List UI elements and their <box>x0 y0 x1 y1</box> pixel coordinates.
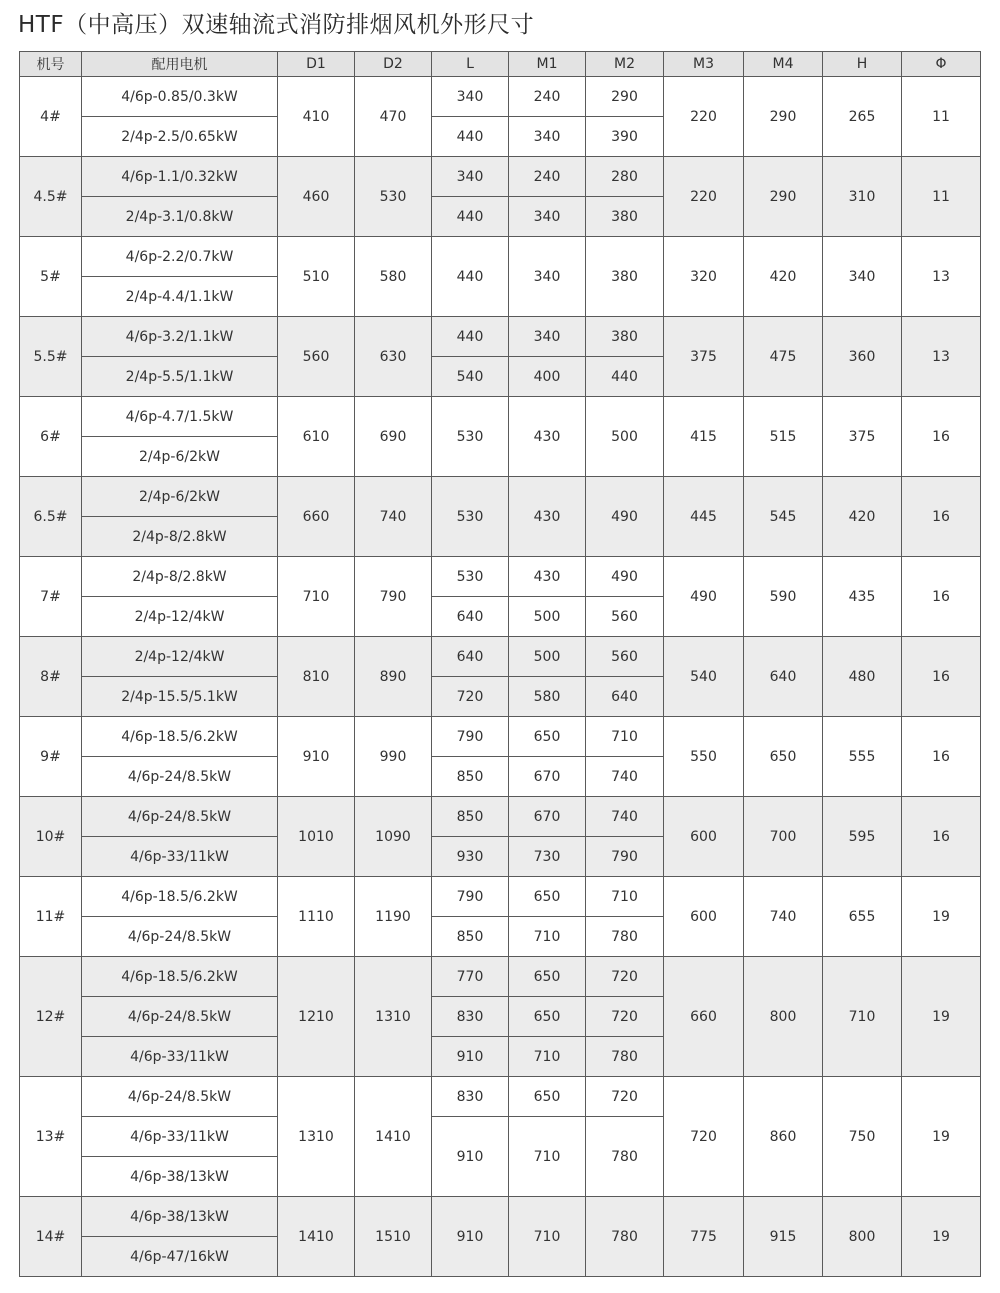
m1-cell: 400 <box>509 357 586 397</box>
m2-cell: 640 <box>586 677 664 717</box>
motor-cell: 4/6p-24/8.5kW <box>82 1077 278 1117</box>
m1-cell: 710 <box>509 1117 586 1197</box>
m4-cell: 515 <box>744 397 823 477</box>
phi-cell: 19 <box>902 1197 981 1277</box>
h-cell: 360 <box>823 317 902 397</box>
model-number-cell: 13# <box>20 1077 82 1197</box>
d1-cell: 410 <box>278 77 355 157</box>
m4-cell: 860 <box>744 1077 823 1197</box>
m3-cell: 550 <box>664 717 744 797</box>
motor-cell: 4/6p-24/8.5kW <box>82 917 278 957</box>
m4-cell: 650 <box>744 717 823 797</box>
m1-cell: 340 <box>509 317 586 357</box>
m4-cell: 290 <box>744 157 823 237</box>
d2-cell: 630 <box>355 317 432 397</box>
m4-cell: 740 <box>744 877 823 957</box>
h-cell: 435 <box>823 557 902 637</box>
column-header: 配用电机 <box>82 52 278 77</box>
m1-cell: 500 <box>509 597 586 637</box>
m4-cell: 915 <box>744 1197 823 1277</box>
model-number-cell: 4# <box>20 77 82 157</box>
h-cell: 340 <box>823 237 902 317</box>
h-cell: 750 <box>823 1077 902 1197</box>
model-number-cell: 12# <box>20 957 82 1077</box>
h-cell: 310 <box>823 157 902 237</box>
m3-cell: 375 <box>664 317 744 397</box>
motor-cell: 4/6p-18.5/6.2kW <box>82 717 278 757</box>
d2-cell: 1510 <box>355 1197 432 1277</box>
model-number-cell: 14# <box>20 1197 82 1277</box>
table-row <box>20 237 981 277</box>
d1-cell: 1110 <box>278 877 355 957</box>
h-cell: 710 <box>823 957 902 1077</box>
motor-cell: 4/6p-2.2/0.7kW <box>82 237 278 277</box>
m2-cell: 560 <box>586 597 664 637</box>
d2-cell: 580 <box>355 237 432 317</box>
m2-cell: 440 <box>586 357 664 397</box>
table-row <box>20 557 981 597</box>
l-cell: 530 <box>432 557 509 597</box>
m2-cell: 720 <box>586 997 664 1037</box>
m1-cell: 430 <box>509 557 586 597</box>
m4-cell: 800 <box>744 957 823 1077</box>
m2-cell: 780 <box>586 1037 664 1077</box>
motor-cell: 4/6p-4.7/1.5kW <box>82 397 278 437</box>
m1-cell: 730 <box>509 837 586 877</box>
column-header: D2 <box>355 52 432 77</box>
d1-cell: 510 <box>278 237 355 317</box>
d2-cell: 740 <box>355 477 432 557</box>
m4-cell: 545 <box>744 477 823 557</box>
l-cell: 910 <box>432 1117 509 1197</box>
d1-cell: 660 <box>278 477 355 557</box>
m1-cell: 650 <box>509 877 586 917</box>
table-row <box>20 317 981 357</box>
m4-cell: 700 <box>744 797 823 877</box>
l-cell: 790 <box>432 717 509 757</box>
d1-cell: 810 <box>278 637 355 717</box>
m2-cell: 710 <box>586 877 664 917</box>
l-cell: 340 <box>432 77 509 117</box>
table-row <box>20 1077 981 1117</box>
phi-cell: 16 <box>902 397 981 477</box>
l-cell: 850 <box>432 797 509 837</box>
model-number-cell: 5.5# <box>20 317 82 397</box>
m3-cell: 320 <box>664 237 744 317</box>
motor-cell: 2/4p-2.5/0.65kW <box>82 117 278 157</box>
motor-cell: 4/6p-24/8.5kW <box>82 757 278 797</box>
model-number-cell: 6# <box>20 397 82 477</box>
m1-cell: 650 <box>509 717 586 757</box>
m4-cell: 420 <box>744 237 823 317</box>
l-cell: 910 <box>432 1197 509 1277</box>
table-row <box>20 637 981 677</box>
phi-cell: 13 <box>902 317 981 397</box>
model-number-cell: 8# <box>20 637 82 717</box>
phi-cell: 16 <box>902 477 981 557</box>
phi-cell: 11 <box>902 77 981 157</box>
phi-cell: 16 <box>902 717 981 797</box>
l-cell: 830 <box>432 1077 509 1117</box>
fan-dimension-table <box>19 51 981 1277</box>
h-cell: 265 <box>823 77 902 157</box>
m3-cell: 415 <box>664 397 744 477</box>
d2-cell: 1410 <box>355 1077 432 1197</box>
m1-cell: 340 <box>509 117 586 157</box>
l-cell: 530 <box>432 477 509 557</box>
d1-cell: 1210 <box>278 957 355 1077</box>
m2-cell: 380 <box>586 197 664 237</box>
h-cell: 655 <box>823 877 902 957</box>
motor-cell: 2/4p-12/4kW <box>82 637 278 677</box>
m2-cell: 720 <box>586 1077 664 1117</box>
l-cell: 440 <box>432 237 509 317</box>
motor-cell: 2/4p-8/2.8kW <box>82 557 278 597</box>
model-number-cell: 10# <box>20 797 82 877</box>
m2-cell: 380 <box>586 317 664 357</box>
h-cell: 375 <box>823 397 902 477</box>
l-cell: 930 <box>432 837 509 877</box>
m1-cell: 650 <box>509 1077 586 1117</box>
h-cell: 555 <box>823 717 902 797</box>
m1-cell: 670 <box>509 757 586 797</box>
m1-cell: 340 <box>509 197 586 237</box>
h-cell: 480 <box>823 637 902 717</box>
table-row <box>20 397 981 437</box>
motor-cell: 4/6p-47/16kW <box>82 1237 278 1277</box>
model-number-cell: 6.5# <box>20 477 82 557</box>
m1-cell: 240 <box>509 157 586 197</box>
m3-cell: 540 <box>664 637 744 717</box>
d2-cell: 790 <box>355 557 432 637</box>
table-row <box>20 1197 981 1237</box>
m1-cell: 430 <box>509 397 586 477</box>
motor-cell: 2/4p-8/2.8kW <box>82 517 278 557</box>
phi-cell: 16 <box>902 557 981 637</box>
d2-cell: 1190 <box>355 877 432 957</box>
motor-cell: 4/6p-33/11kW <box>82 837 278 877</box>
m2-cell: 560 <box>586 637 664 677</box>
table-row <box>20 957 981 997</box>
h-cell: 595 <box>823 797 902 877</box>
phi-cell: 11 <box>902 157 981 237</box>
phi-cell: 19 <box>902 957 981 1077</box>
m2-cell: 780 <box>586 917 664 957</box>
l-cell: 440 <box>432 197 509 237</box>
m2-cell: 490 <box>586 477 664 557</box>
m1-cell: 650 <box>509 997 586 1037</box>
motor-cell: 2/4p-12/4kW <box>82 597 278 637</box>
l-cell: 440 <box>432 317 509 357</box>
m3-cell: 600 <box>664 877 744 957</box>
l-cell: 530 <box>432 397 509 477</box>
model-number-cell: 7# <box>20 557 82 637</box>
model-number-cell: 11# <box>20 877 82 957</box>
m1-cell: 670 <box>509 797 586 837</box>
table-row <box>20 77 981 117</box>
column-header: Φ <box>902 52 981 77</box>
motor-cell: 4/6p-3.2/1.1kW <box>82 317 278 357</box>
d2-cell: 530 <box>355 157 432 237</box>
m2-cell: 740 <box>586 797 664 837</box>
d1-cell: 1410 <box>278 1197 355 1277</box>
motor-cell: 2/4p-3.1/0.8kW <box>82 197 278 237</box>
table-row <box>20 717 981 757</box>
table-row <box>20 477 981 517</box>
motor-cell: 4/6p-38/13kW <box>82 1157 278 1197</box>
motor-cell: 4/6p-33/11kW <box>82 1037 278 1077</box>
m3-cell: 600 <box>664 797 744 877</box>
d1-cell: 710 <box>278 557 355 637</box>
l-cell: 640 <box>432 637 509 677</box>
m2-cell: 290 <box>586 77 664 117</box>
column-header: M3 <box>664 52 744 77</box>
m4-cell: 475 <box>744 317 823 397</box>
l-cell: 640 <box>432 597 509 637</box>
m4-cell: 640 <box>744 637 823 717</box>
column-header: M2 <box>586 52 664 77</box>
motor-cell: 4/6p-18.5/6.2kW <box>82 877 278 917</box>
d1-cell: 610 <box>278 397 355 477</box>
d2-cell: 1090 <box>355 797 432 877</box>
m2-cell: 710 <box>586 717 664 757</box>
l-cell: 850 <box>432 757 509 797</box>
table-row <box>20 157 981 197</box>
l-cell: 540 <box>432 357 509 397</box>
m3-cell: 220 <box>664 157 744 237</box>
model-number-cell: 9# <box>20 717 82 797</box>
motor-cell: 4/6p-18.5/6.2kW <box>82 957 278 997</box>
m1-cell: 430 <box>509 477 586 557</box>
column-header: L <box>432 52 509 77</box>
m2-cell: 720 <box>586 957 664 997</box>
page-title: HTF（中高压）双速轴流式消防排烟风机外形尺寸 <box>18 12 535 38</box>
m2-cell: 380 <box>586 237 664 317</box>
d2-cell: 470 <box>355 77 432 157</box>
l-cell: 850 <box>432 917 509 957</box>
m4-cell: 290 <box>744 77 823 157</box>
m1-cell: 710 <box>509 1037 586 1077</box>
l-cell: 340 <box>432 157 509 197</box>
d2-cell: 690 <box>355 397 432 477</box>
m1-cell: 240 <box>509 77 586 117</box>
motor-cell: 4/6p-24/8.5kW <box>82 997 278 1037</box>
motor-cell: 4/6p-1.1/0.32kW <box>82 157 278 197</box>
column-header: H <box>823 52 902 77</box>
column-header: D1 <box>278 52 355 77</box>
h-cell: 420 <box>823 477 902 557</box>
phi-cell: 16 <box>902 637 981 717</box>
motor-cell: 2/4p-5.5/1.1kW <box>82 357 278 397</box>
table-row <box>20 877 981 917</box>
table-row <box>20 797 981 837</box>
motor-cell: 2/4p-6/2kW <box>82 477 278 517</box>
m1-cell: 710 <box>509 1197 586 1277</box>
l-cell: 790 <box>432 877 509 917</box>
column-header: M4 <box>744 52 823 77</box>
m3-cell: 490 <box>664 557 744 637</box>
m3-cell: 220 <box>664 77 744 157</box>
d1-cell: 460 <box>278 157 355 237</box>
d1-cell: 1310 <box>278 1077 355 1197</box>
m1-cell: 710 <box>509 917 586 957</box>
m2-cell: 780 <box>586 1117 664 1197</box>
l-cell: 910 <box>432 1037 509 1077</box>
phi-cell: 16 <box>902 797 981 877</box>
model-number-cell: 4.5# <box>20 157 82 237</box>
m2-cell: 490 <box>586 557 664 597</box>
phi-cell: 13 <box>902 237 981 317</box>
d2-cell: 890 <box>355 637 432 717</box>
m1-cell: 340 <box>509 237 586 317</box>
motor-cell: 4/6p-24/8.5kW <box>82 797 278 837</box>
motor-cell: 4/6p-38/13kW <box>82 1197 278 1237</box>
column-header: M1 <box>509 52 586 77</box>
m4-cell: 590 <box>744 557 823 637</box>
m2-cell: 280 <box>586 157 664 197</box>
l-cell: 720 <box>432 677 509 717</box>
motor-cell: 2/4p-15.5/5.1kW <box>82 677 278 717</box>
m1-cell: 580 <box>509 677 586 717</box>
m2-cell: 780 <box>586 1197 664 1277</box>
h-cell: 800 <box>823 1197 902 1277</box>
motor-cell: 2/4p-6/2kW <box>82 437 278 477</box>
m3-cell: 775 <box>664 1197 744 1277</box>
motor-cell: 4/6p-0.85/0.3kW <box>82 77 278 117</box>
m1-cell: 500 <box>509 637 586 677</box>
motor-cell: 2/4p-4.4/1.1kW <box>82 277 278 317</box>
m3-cell: 660 <box>664 957 744 1077</box>
phi-cell: 19 <box>902 1077 981 1197</box>
m2-cell: 790 <box>586 837 664 877</box>
column-header: 机号 <box>20 52 82 77</box>
motor-cell: 4/6p-33/11kW <box>82 1117 278 1157</box>
d1-cell: 560 <box>278 317 355 397</box>
d1-cell: 1010 <box>278 797 355 877</box>
m2-cell: 390 <box>586 117 664 157</box>
m2-cell: 500 <box>586 397 664 477</box>
m3-cell: 720 <box>664 1077 744 1197</box>
d2-cell: 990 <box>355 717 432 797</box>
phi-cell: 19 <box>902 877 981 957</box>
l-cell: 770 <box>432 957 509 997</box>
m3-cell: 445 <box>664 477 744 557</box>
d2-cell: 1310 <box>355 957 432 1077</box>
m1-cell: 650 <box>509 957 586 997</box>
header-row <box>20 52 981 77</box>
model-number-cell: 5# <box>20 237 82 317</box>
l-cell: 440 <box>432 117 509 157</box>
m2-cell: 740 <box>586 757 664 797</box>
l-cell: 830 <box>432 997 509 1037</box>
d1-cell: 910 <box>278 717 355 797</box>
